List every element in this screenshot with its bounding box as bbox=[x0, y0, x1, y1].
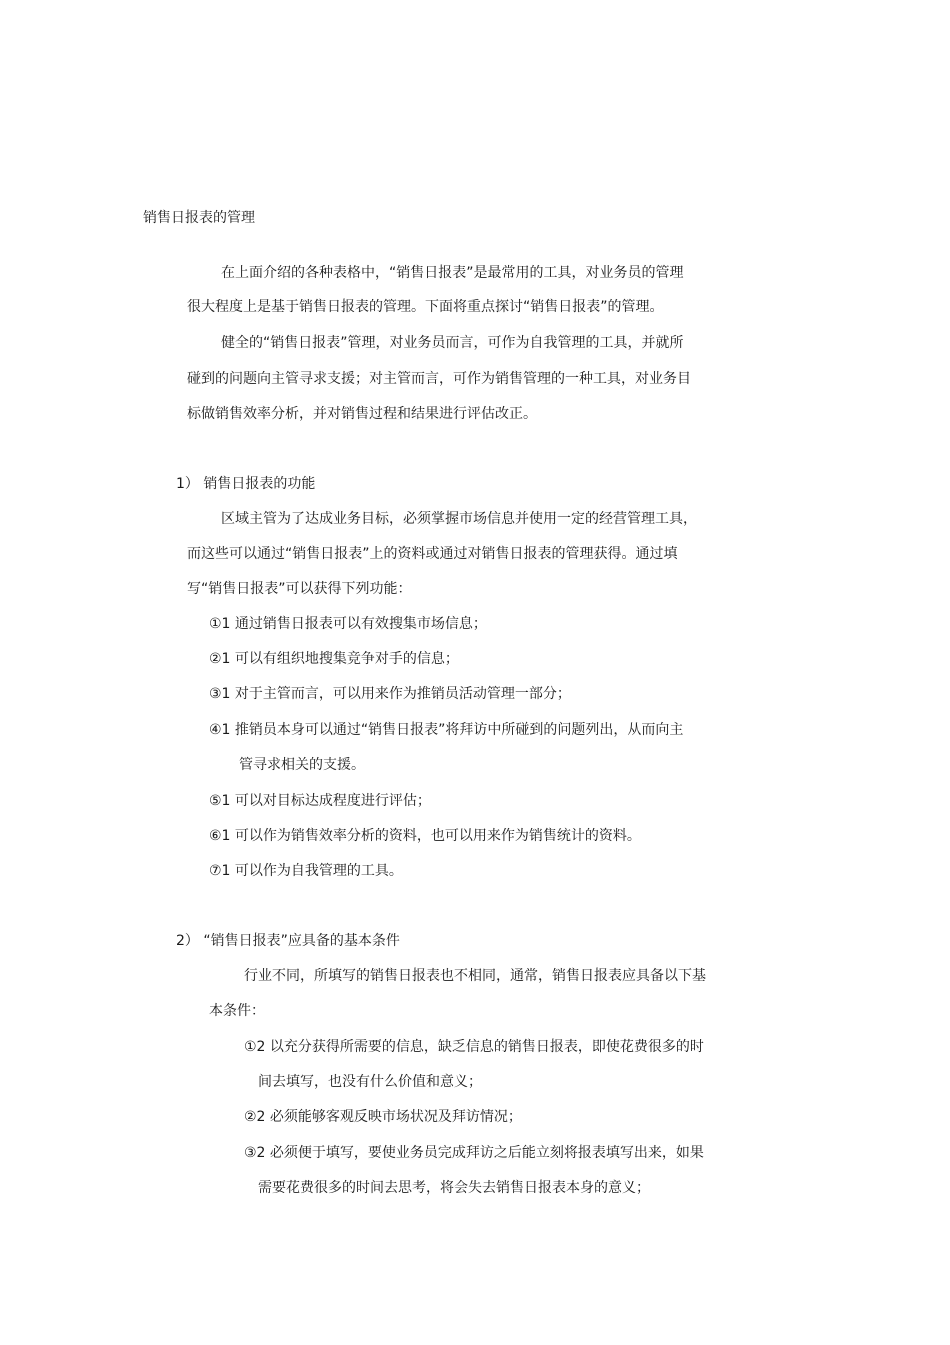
page-title: 销售日报表的管理 bbox=[143, 210, 255, 226]
section-1-heading: 1） 销售日报表的功能 bbox=[176, 476, 316, 492]
section-1-list-item-7: ⑦1 可以作为自我管理的工具。 bbox=[209, 863, 403, 879]
section-1-list-item-4-line-2: 管寻求相关的支援。 bbox=[239, 757, 365, 773]
intro-paragraph-2-line-2: 碰到的问题向主管寻求支援；对主管而言，可作为销售管理的一种工具，对业务目 bbox=[187, 371, 691, 387]
section-1-paragraph-line-3: 写“销售日报表”可以获得下列功能： bbox=[187, 581, 412, 597]
section-2-list-item-3-line-1: ③2 必须便于填写，要使业务员完成拜访之后能立刻将报表填写出来，如果 bbox=[244, 1145, 704, 1161]
section-2-paragraph-line-1: 行业不同，所填写的销售日报表也不相同，通常，销售日报表应具备以下基 bbox=[244, 968, 706, 984]
section-2-list-item-2: ②2 必须能够客观反映市场状况及拜访情况； bbox=[244, 1109, 522, 1125]
section-2-heading: 2） “销售日报表”应具备的基本条件 bbox=[176, 933, 400, 949]
section-1-list-item-1: ①1 通过销售日报表可以有效搜集市场信息； bbox=[209, 616, 487, 632]
intro-paragraph-1-line-1: 在上面介绍的各种表格中，“销售日报表”是最常用的工具，对业务员的管理 bbox=[221, 265, 684, 281]
intro-paragraph-2-line-3: 标做销售效率分析，并对销售过程和结果进行评估改正。 bbox=[187, 406, 537, 422]
intro-paragraph-2-line-1: 健全的“销售日报表”管理，对业务员而言，可作为自我管理的工具，并就所 bbox=[221, 335, 684, 351]
section-2-list-item-3-line-2: 需要花费很多的时间去思考，将会失去销售日报表本身的意义； bbox=[258, 1180, 650, 1196]
section-1-paragraph-line-1: 区域主管为了达成业务目标，必须掌握市场信息并使用一定的经营管理工具， bbox=[221, 511, 697, 527]
section-1-list-item-4-line-1: ④1 推销员本身可以通过“销售日报表”将拜访中所碰到的问题列出，从而向主 bbox=[209, 722, 684, 738]
section-1-list-item-6: ⑥1 可以作为销售效率分析的资料，也可以用来作为销售统计的资料。 bbox=[209, 828, 641, 844]
section-1-list-item-5: ⑤1 可以对目标达成程度进行评估； bbox=[209, 793, 431, 809]
section-2-list-item-1-line-2: 间去填写，也没有什么价值和意义； bbox=[258, 1074, 482, 1090]
section-2-list-item-1-line-1: ①2 以充分获得所需要的信息，缺乏信息的销售日报表，即使花费很多的时 bbox=[244, 1039, 704, 1055]
section-1-paragraph-line-2: 而这些可以通过“销售日报表”上的资料或通过对销售日报表的管理获得。通过填 bbox=[187, 546, 678, 562]
intro-paragraph-1-line-2: 很大程度上是基于销售日报表的管理。下面将重点探讨“销售日报表”的管理。 bbox=[187, 299, 664, 315]
section-1-list-item-2: ②1 可以有组织地搜集竞争对手的信息； bbox=[209, 651, 459, 667]
section-1-list-item-3: ③1 对于主管而言，可以用来作为推销员活动管理一部分； bbox=[209, 686, 571, 702]
section-2-paragraph-line-2: 本条件： bbox=[209, 1003, 265, 1019]
